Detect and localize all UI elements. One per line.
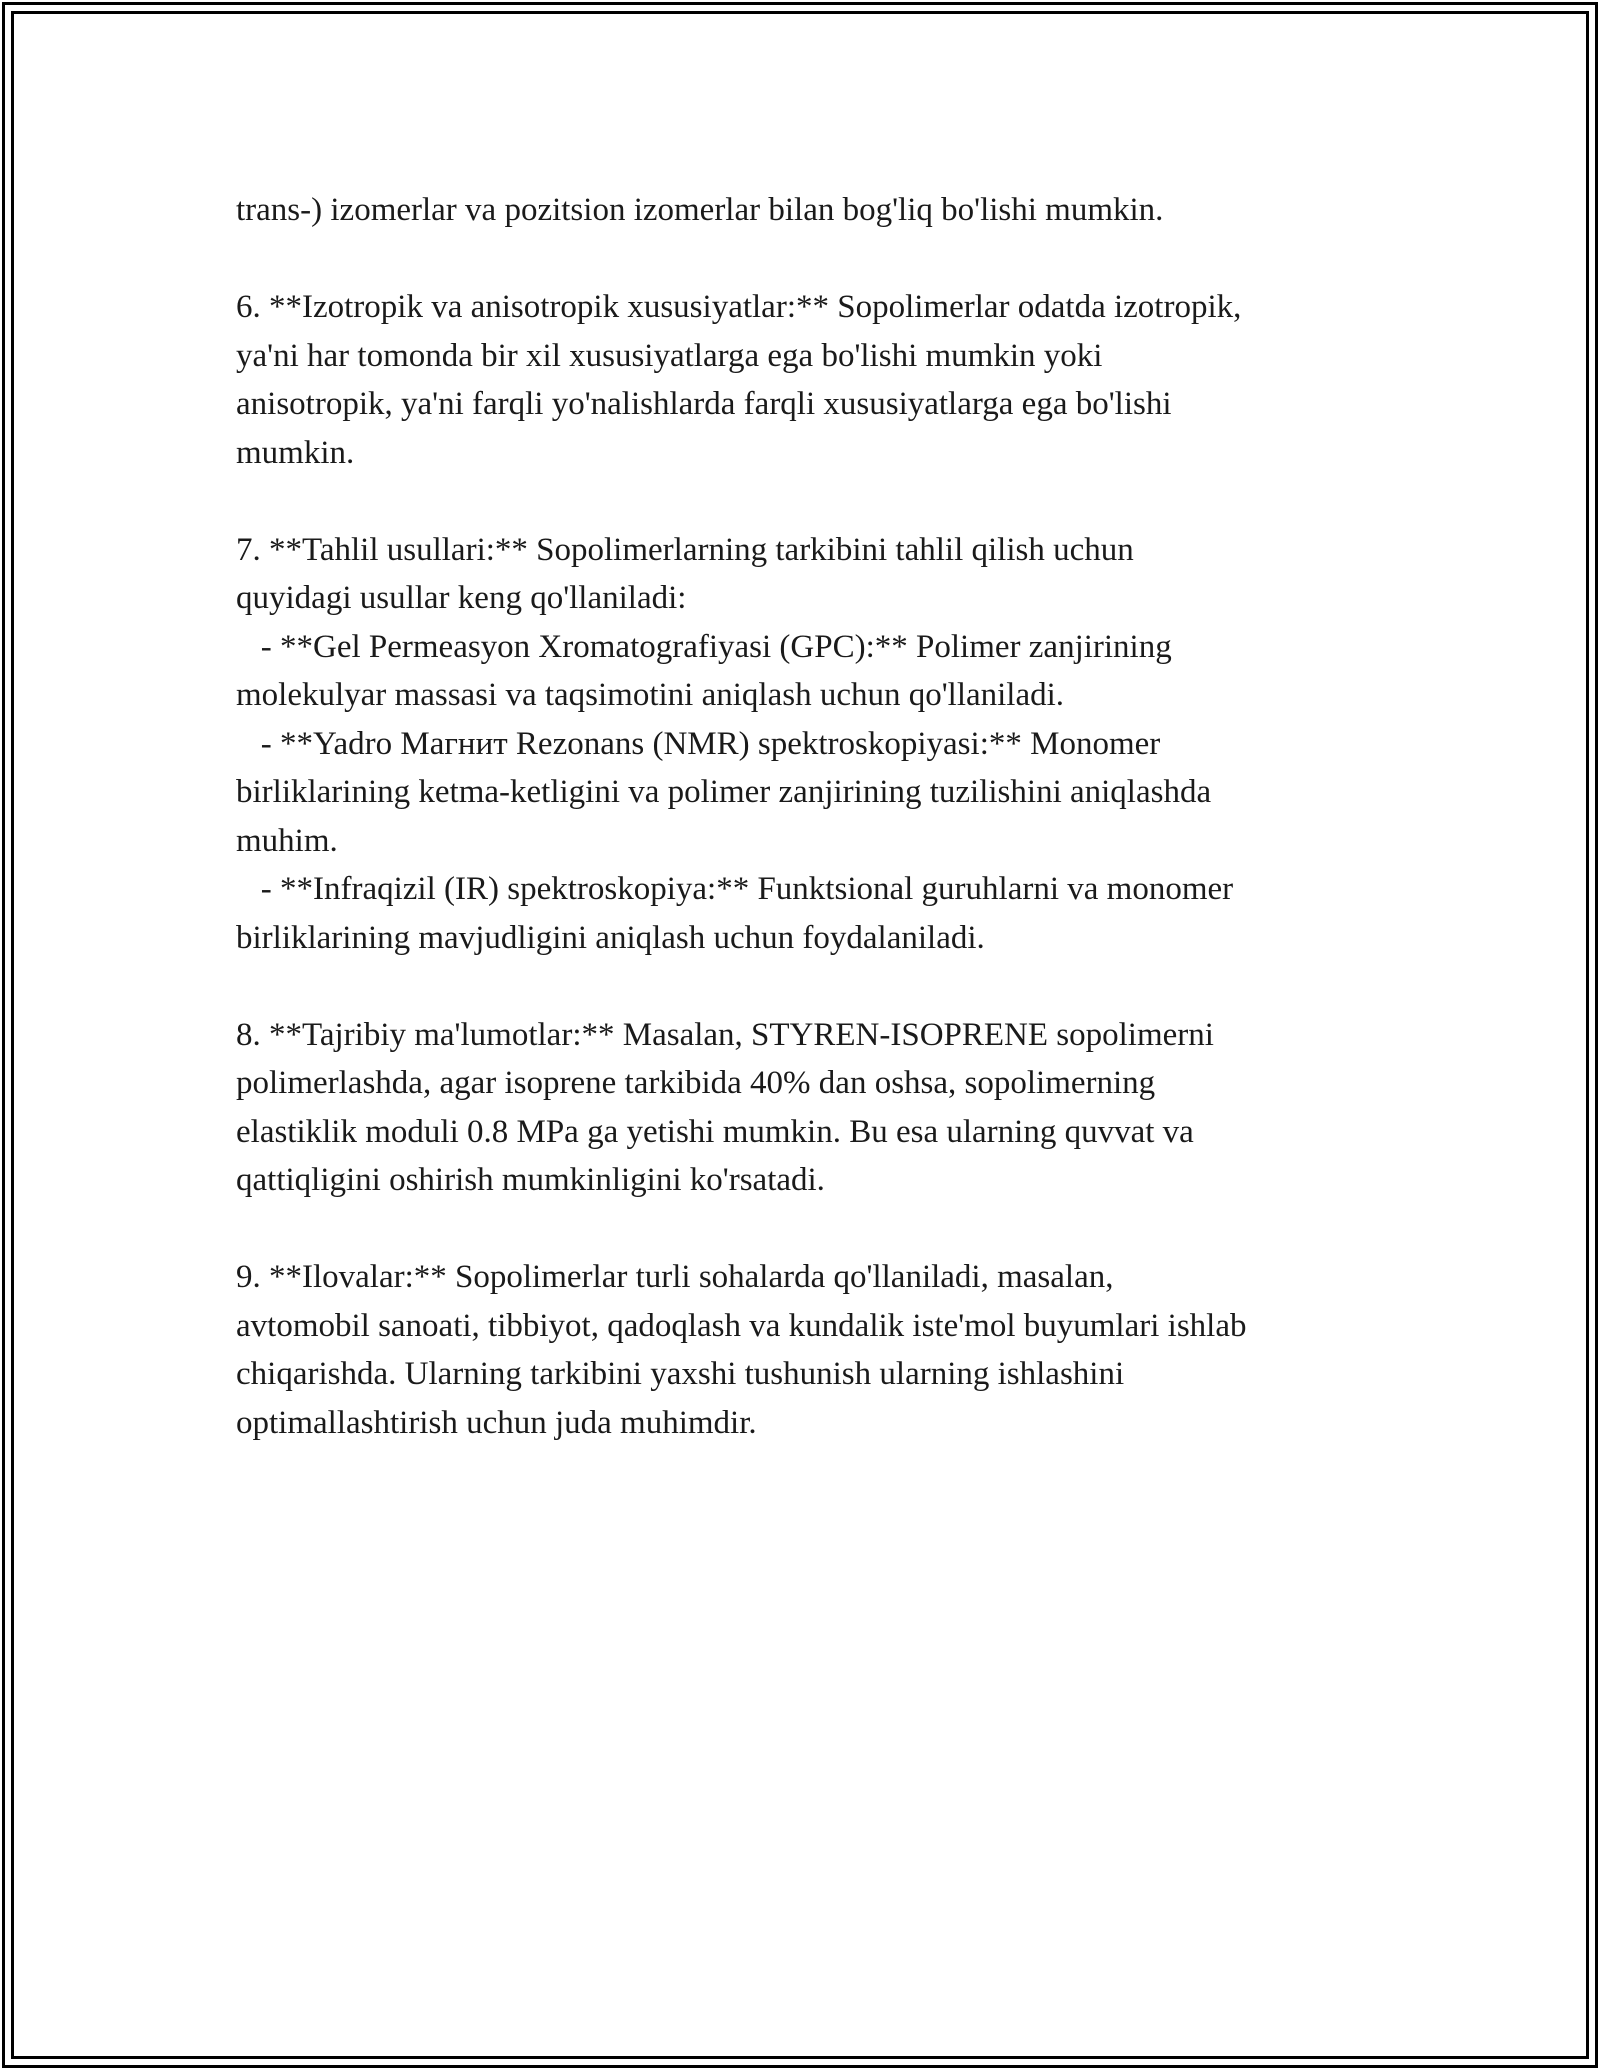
text-line: 7. **Tahlil usullari:** Sopolimerlarning tarkibini tahlil qilish uchun [236,531,1134,568]
paragraph-spacer [236,477,1366,526]
text-line: molekulyar massasi va taqsimotini aniqlash uchun qo'llaniladi. [236,677,1065,713]
text-line: ya'ni har tomonda bir xil xususiyatlarga ega bo'lishi mumkin yoki [236,337,1103,374]
document-body [236,186,1366,1447]
list-item-gpc: - **Gel Permeasyon Xromatografiyasi (GPC):** Polimer zanjirining [236,628,1172,665]
text-line: optimallashtirish uchun juda muhimdir. [236,1404,757,1441]
text-line: elastiklik moduli 0.8 MPa ga yetishi mumkin. Bu esa ularning quvvat va [236,1113,1194,1150]
text-line: 9. **Ilovalar:** Sopolimerlar turli sohalarda qo'llaniladi, masalan, [236,1259,1114,1295]
text-line: trans-) izomerlar va pozitsion izomerlar bilan bog'liq bo'lishi mumkin. [236,192,1164,228]
paragraph-trans-isomers [236,186,1366,235]
list-item-ir: - **Infraqizil (IR) spektroskopiya:** Funktsional guruhlarni va monomer [236,871,1234,907]
text-line: muhim. [236,822,338,859]
paragraph-applications [236,1253,1366,1447]
paragraph-analysis-methods [236,526,1366,963]
paragraph-experimental-data [236,1011,1366,1205]
paragraph-spacer [236,962,1366,1011]
text-line: qattiqligini oshirish mumkinligini ko'rsatadi. [236,1162,825,1198]
text-line: quyidagi usullar keng qo'llaniladi: [236,580,687,616]
text-line: mumkin. [236,434,355,471]
text-line: birliklarining ketma-ketligini va polimer zanjirining tuzilishini aniqlashda [236,774,1212,810]
text-line: avtomobil sanoati, tibbiyot, qadoqlash va kundalik iste'mol buyumlari ishlab [236,1307,1247,1344]
paragraph-spacer [236,235,1366,284]
text-line: 8. **Tajribiy ma'lumotlar:** Masalan, STYREN-ISOPRENE sopolimerni [236,1016,1214,1053]
text-line: chiqarishda. Ularning tarkibini yaxshi tushunish ularning ishlashini [236,1356,1125,1392]
text-line: 6. **Izotropik va anisotropik xususiyatlar:** Sopolimerlar odatda izotropik, [236,289,1242,325]
text-line: birliklarining mavjudligini aniqlash uchun foydalaniladi. [236,919,985,956]
text-line: anisotropik, ya'ni farqli yo'nalishlarda farqli xususiyatlarga ega bo'lishi [236,386,1172,422]
paragraph-isotropic [236,283,1366,477]
text-line: polimerlashda, agar isoprene tarkibida 40% dan oshsa, sopolimerning [236,1065,1156,1101]
list-item-nmr: - **Yadro Магнит Rezonans (NMR) spektroskopiyasi:** Monomer [236,725,1161,762]
paragraph-spacer [236,1205,1366,1254]
